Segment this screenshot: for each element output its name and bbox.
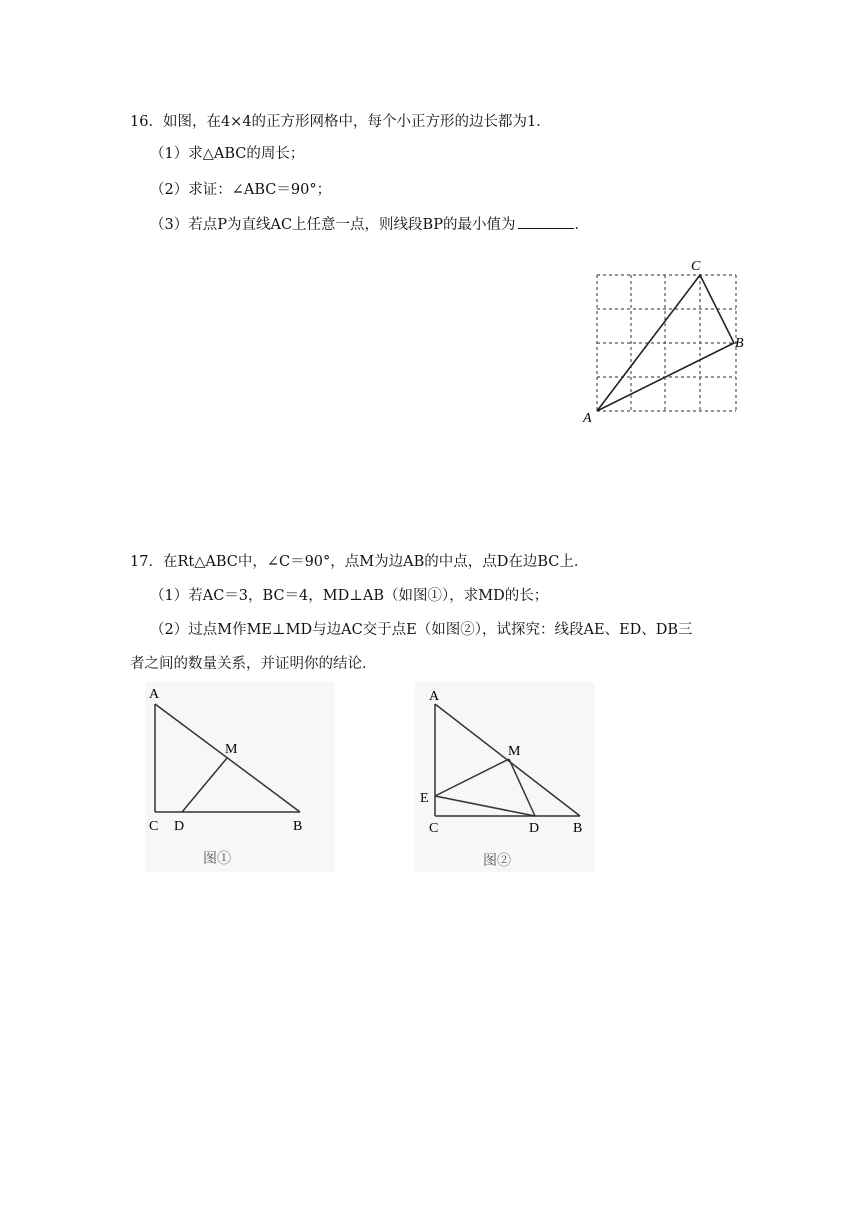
q16-part2: （2）求证：∠ABC＝90°； (150, 182, 332, 198)
answer-blank (518, 214, 574, 229)
q16-part3 (150, 214, 589, 235)
figure-caption: 图② (483, 854, 511, 869)
label-a: A (149, 687, 160, 702)
label-c: C (691, 259, 701, 274)
q17-figure-2 (415, 682, 595, 872)
q17-part2-line2: 者之间的数量关系，并证明你的结论． (130, 656, 377, 672)
label-c: C (429, 821, 439, 836)
q17-figure-1 (145, 682, 335, 872)
label-b: B (293, 819, 303, 834)
grid-lines (597, 275, 736, 411)
q17-part2-line1: （2）过点M作ME⊥MD与边AC交于点E（如图②），试探究：线段AE、ED、DB三 (150, 622, 693, 638)
figure-caption: 图① (203, 852, 231, 867)
q16-grid-figure (578, 256, 758, 426)
label-d: D (529, 821, 540, 836)
label-m: M (508, 744, 521, 759)
label-a: A (429, 689, 440, 704)
label-b: B (573, 821, 583, 836)
label-d: D (174, 819, 185, 834)
q17-part1: （1）若AC＝3，BC＝4，MD⊥AB（如图①），求MD的长； (150, 588, 549, 604)
figure-background (145, 682, 335, 872)
q17-stem: 17．在Rt△ABC中，∠C＝90°，点M为边AB的中点，点D在边BC上． (130, 554, 589, 570)
label-e: E (420, 791, 429, 806)
label-a: A (583, 411, 592, 426)
q16-part1: （1）求△ABC的周长； (150, 146, 305, 162)
label-b: B (735, 336, 744, 351)
label-c: C (149, 819, 159, 834)
q16-stem: 16．如图，在4×4的正方形网格中，每个小正方形的边长都为1． (130, 114, 551, 130)
label-m: M (225, 742, 238, 757)
q16-part3-text: （3）若点P为直线AC上任意一点，则线段BP的最小值为 (150, 217, 516, 233)
figure-background (415, 682, 595, 872)
q16-part3-end: ． (574, 217, 589, 233)
